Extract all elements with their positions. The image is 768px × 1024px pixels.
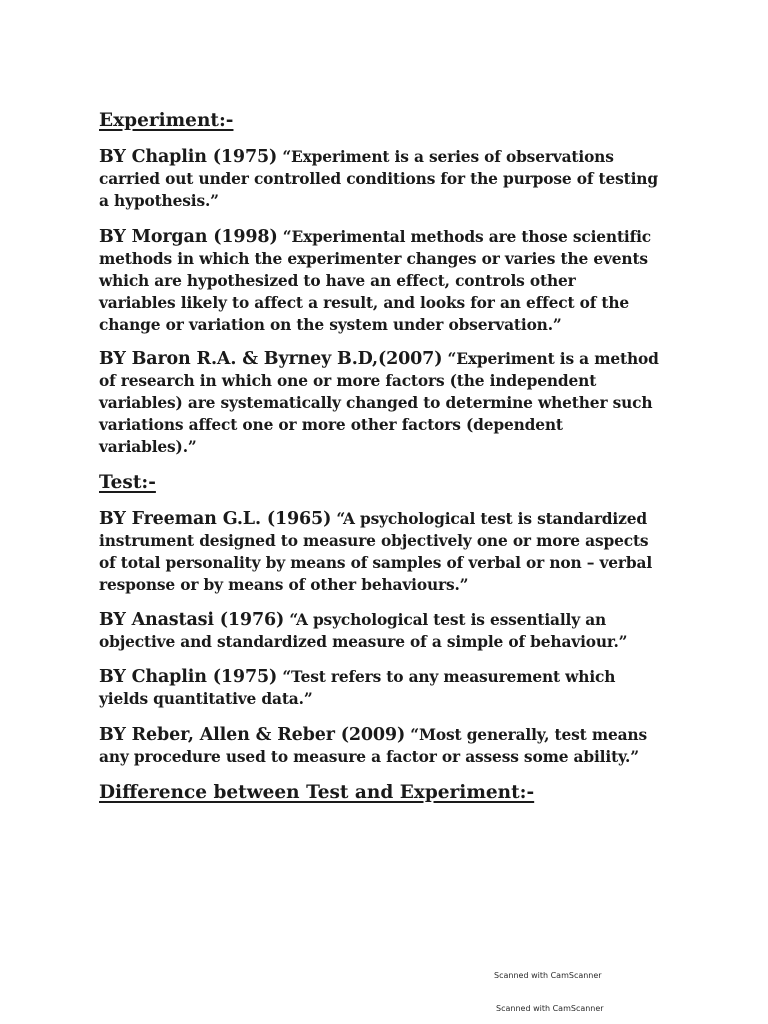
difference-heading: Difference between Test and Experiment:-: [99, 782, 535, 803]
definition-text: “Experimental methods are those scientific: [277, 228, 652, 246]
definition-line: [99, 146, 679, 168]
definition-reber-2009: [99, 724, 679, 768]
definition-text: “Most generally, test means: [405, 726, 647, 744]
definition-line: a hypothesis.”: [99, 192, 219, 210]
definition-line: variations affect one or more other factors (dependent: [99, 416, 563, 434]
definition-author: BY Reber, Allen & Reber (2009): [99, 725, 406, 745]
definition-chaplin-1975-test: [99, 666, 679, 710]
definition-line: [99, 724, 679, 746]
definition-line: yields quantitative data.”: [99, 690, 313, 708]
definition-line: variables).”: [99, 438, 197, 456]
definition-line: of total personality by means of samples of verbal or non – verbal: [99, 554, 653, 572]
definition-line: objective and standardized measure of a simple of behaviour.”: [99, 633, 628, 651]
definition-author: BY Anastasi (1976): [99, 610, 285, 630]
definition-morgan-1998: [99, 226, 679, 336]
definition-text: “Experiment is a series of observations: [277, 148, 614, 166]
definition-chaplin-1975-experiment: [99, 146, 679, 212]
definition-line: [99, 666, 679, 688]
definition-anastasi-1976: [99, 609, 679, 653]
definition-line: response or by means of other behaviours.”: [99, 576, 469, 594]
definition-line: variables likely to affect a result, and looks for an effect of the: [99, 294, 630, 312]
definition-author: BY Freeman G.L. (1965): [99, 509, 332, 529]
definition-line: [99, 226, 679, 248]
definition-line: which are hypothesized to have an effect, controls other: [99, 272, 576, 290]
definition-author: BY Chaplin (1975): [99, 667, 278, 687]
definition-line: [99, 609, 679, 631]
definition-line: change or variation on the system under observation.”: [99, 316, 562, 334]
definition-line: [99, 508, 679, 530]
definition-line: [99, 348, 679, 370]
definition-author: BY Chaplin (1975): [99, 147, 278, 167]
definition-line: instrument designed to measure objectively one or more aspects: [99, 532, 649, 550]
definition-baron-2007: [99, 348, 679, 458]
definition-freeman-1965: [99, 508, 679, 596]
definition-text: “A psychological test is standardized: [331, 510, 647, 528]
definition-line: carried out under controlled conditions for the purpose of testing: [99, 170, 658, 188]
camscanner-watermark: Scanned with CamScanner: [494, 971, 602, 980]
camscanner-watermark: Scanned with CamScanner: [496, 1004, 604, 1013]
definition-text: “Test refers to any measurement which: [277, 668, 616, 686]
experiment-heading: Experiment:-: [99, 110, 234, 131]
definition-author: BY Morgan (1998): [99, 227, 278, 247]
definition-line: any procedure used to measure a factor or assess some ability.”: [99, 748, 639, 766]
definition-line: methods in which the experimenter changes or varies the events: [99, 250, 648, 268]
definition-text: “Experiment is a method: [442, 350, 659, 368]
definition-author: BY Baron R.A. & Byrney B.D,(2007): [99, 349, 443, 369]
test-heading: Test:-: [99, 472, 156, 493]
definition-text: “A psychological test is essentially an: [284, 611, 607, 629]
definition-line: variables) are systematically changed to determine whether such: [99, 394, 653, 412]
definition-line: of research in which one or more factors (the independent: [99, 372, 597, 390]
